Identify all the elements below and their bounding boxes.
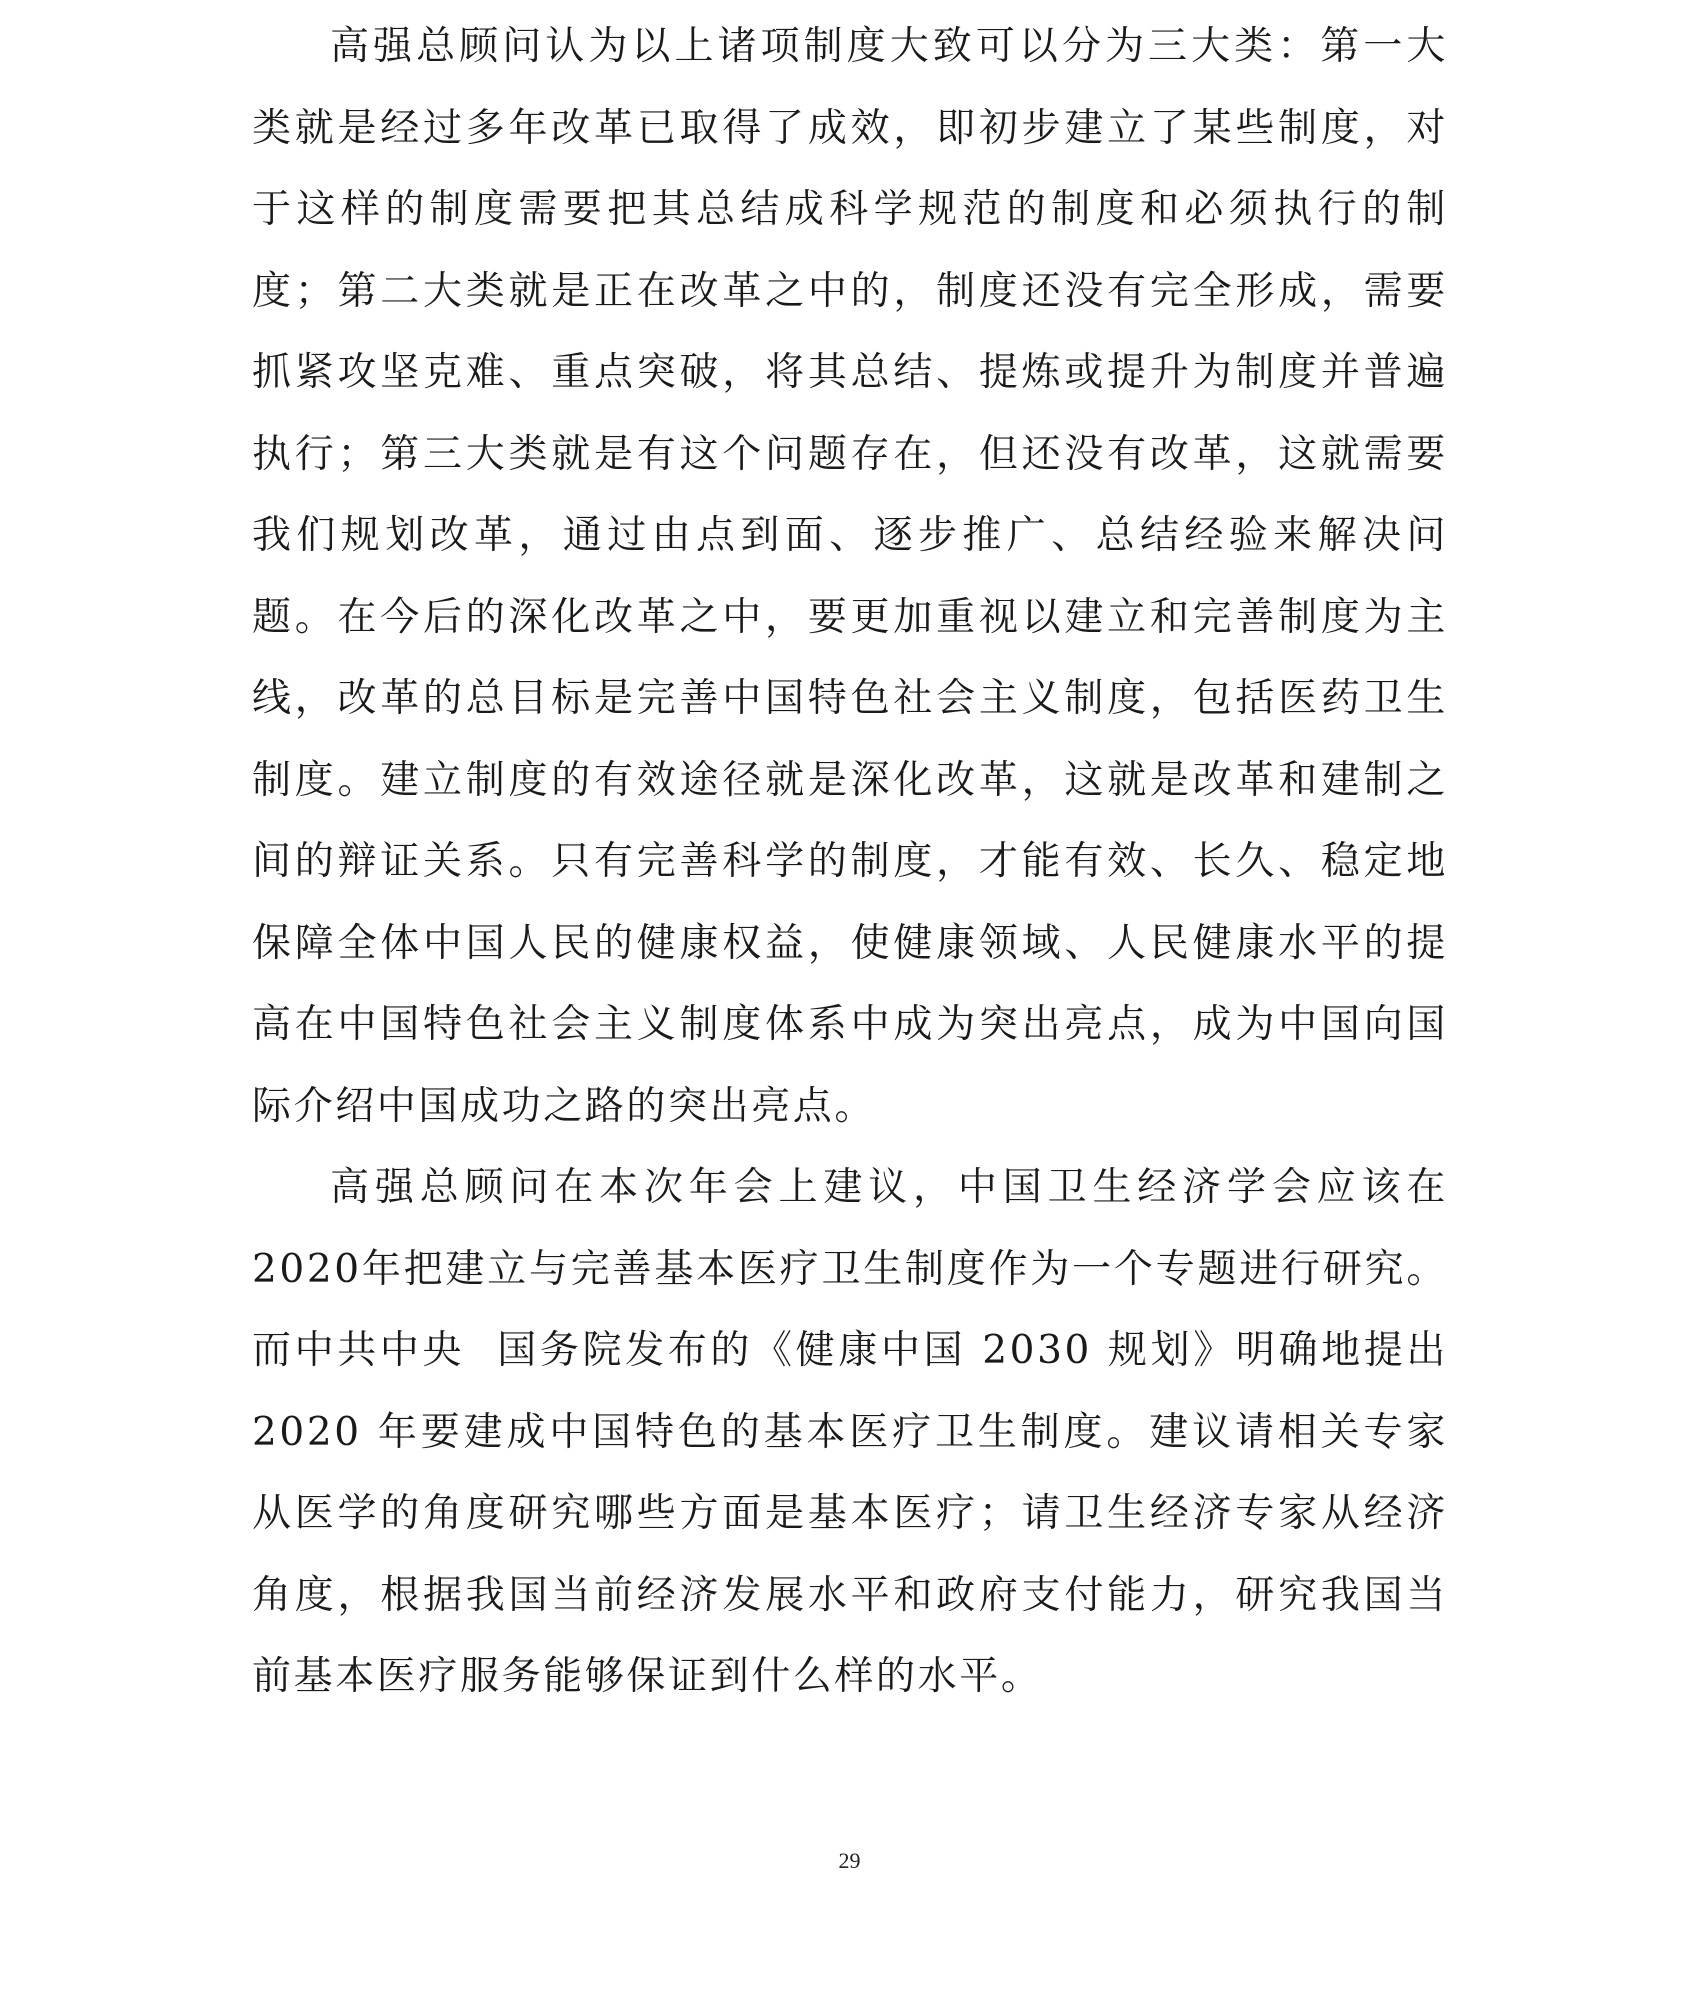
text-line: 当前经济发展水平和政府支付能力，研究我国当前基本医疗服务能 [252, 1572, 1448, 1699]
text-line: 类就是有这个问题存在，但还没有改革，这就需要我们规划改革， [252, 431, 1448, 558]
text-line: 建成中国特色的基本医疗卫生制度。建议请相关专家从医学的角度 [252, 1409, 1448, 1536]
page-number: 29 [838, 1848, 861, 1873]
text-line: 径就是深化改革，这就是改革和建制之间的辩证关系。只有完善科 [252, 757, 1448, 884]
text-line: 就是经过多年改革已取得了成效，即初步建立了某些制度，对于这 [252, 105, 1448, 232]
body-text [252, 6, 1463, 1718]
paragraph-2 [252, 1147, 1463, 1718]
text-line: 高强总顾问在本次年会上建议，中国卫生经济学会应该在 2020 [252, 1165, 1463, 1292]
text-line: 通过由点到面、逐步推广、总结经验来解决问题。在今后的深化改 [252, 513, 1448, 640]
text-line: 成为突出亮点，成为中国向国际介绍中国成功之路的突出亮点。 [252, 1002, 1448, 1129]
text-line: 难、重点突破，将其总结、提炼或提升为制度并普遍执行；第三大 [252, 350, 1448, 477]
text-line: 学的制度，才能有效、长久、稳定地保障全体中国人民的健康权益， [252, 839, 1448, 966]
text-line: 高强总顾问认为以上诸项制度大致可以分为三大类：第一大类 [252, 24, 1448, 151]
text-line: 革之中，要更加重视以建立和完善制度为主线，改革的总目标是完 [252, 594, 1448, 721]
text-line: 使健康领域、人民健康水平的提高在中国特色社会主义制度体系中 [252, 920, 1448, 1047]
paragraph-1 [252, 6, 1448, 1147]
text-line: 中央 国务院发布的《健康中国 2030 规划》明确地提出 2020 年要 [252, 1328, 1463, 1455]
text-line: 年把建立与完善基本医疗卫生制度作为一个专题进行研究。而中共 [252, 1246, 1448, 1373]
text-line: 善中国特色社会主义制度，包括医药卫生制度。建立制度的有效途 [252, 676, 1448, 803]
text-line: 研究哪些方面是基本医疗；请卫生经济专家从经济角度，根据我国 [252, 1491, 1448, 1618]
text-line: 大类就是正在改革之中的，制度还没有完全形成，需要抓紧攻坚克 [252, 268, 1448, 395]
text-line: 够保证到什么样的水平。 [584, 1654, 1043, 1699]
text-line: 样的制度需要把其总结成科学规范的制度和必须执行的制度；第二 [252, 187, 1448, 314]
